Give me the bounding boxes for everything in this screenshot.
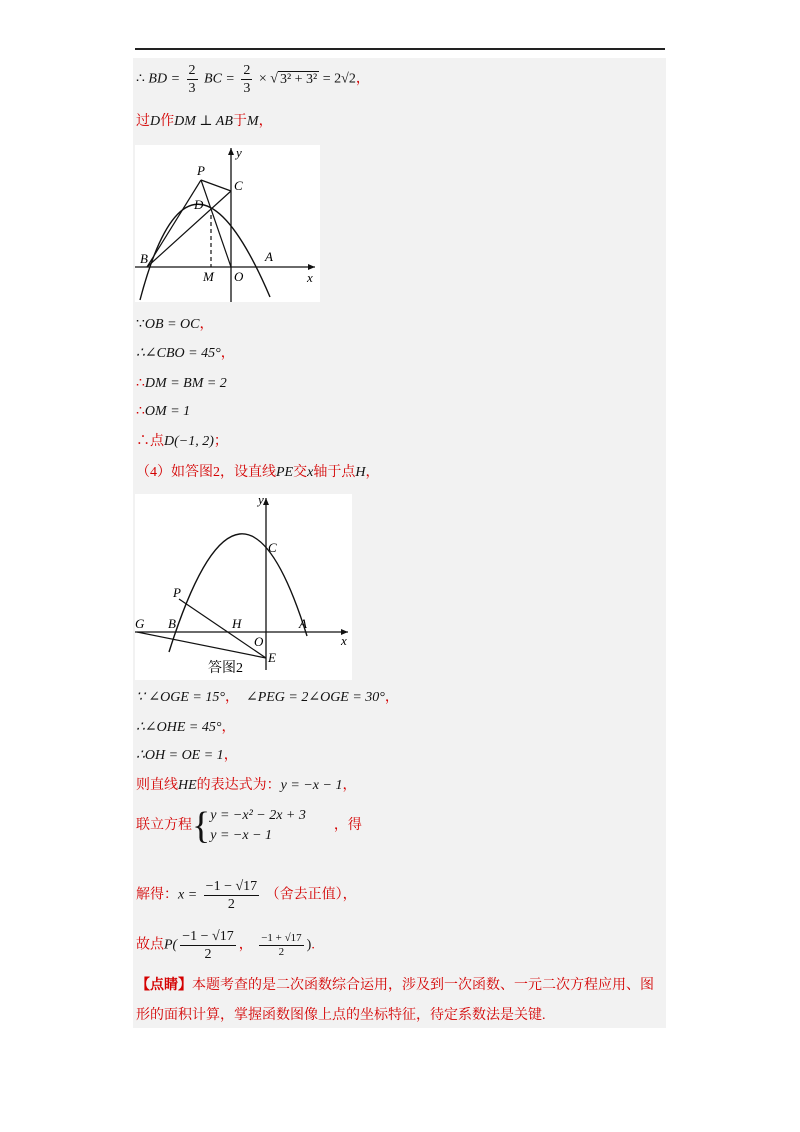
p-y-fraction: $\frac{-1 + √17}{2}$ — [261, 932, 302, 958]
segment-po — [201, 180, 231, 267]
two-thirds-fraction: $\frac{2}{3}$ — [188, 63, 196, 96]
label-a: A — [265, 249, 273, 264]
label-a: A — [299, 616, 307, 631]
label-b: B — [168, 616, 176, 631]
part-4-setup: （4）如答图2，设直线PE交x轴于点H， — [136, 465, 380, 480]
point-d: ∴点D(−1, 2)； — [136, 434, 228, 449]
header-rule — [135, 48, 665, 50]
label-o: O — [254, 634, 264, 649]
angle-given: ∵ ∠OGE = 15°， ∠PEG = 2∠OGE = 30°， — [136, 690, 399, 705]
therefore-symbol: ∴ — [136, 71, 145, 87]
label-p: P — [197, 163, 205, 178]
angle-cbo: ∴∠CBO = 45°， — [136, 346, 235, 361]
y-axis-arrow — [228, 148, 234, 155]
bd-equation: ∴ BD = $\frac{2}{3}$ BC = $\frac{2}{3}$ × √ 3² + 3² = 2√2， — [136, 63, 370, 96]
point-p-result: 故点P( $\frac{-1 - √17}{2}$ ， $\frac{-1 + √17}{2}$ ). — [136, 929, 315, 962]
label-d: D — [194, 197, 204, 212]
bd-lhs: BD = — [148, 71, 181, 87]
sqrt-radicand: 3² + 3² — [279, 71, 318, 87]
label-c: C — [268, 540, 277, 555]
label-h: H — [232, 616, 242, 631]
ob-equals-oc: ∵OB = OC， — [136, 317, 214, 332]
label-b: B — [140, 251, 148, 266]
key-point-note: 【点睛】本题考查的是二次函数综合运用，涉及到一次函数、一元二次方程应用、图 — [136, 978, 654, 993]
figure-1-graph — [135, 145, 320, 302]
key-point-note-cont: 形的面积计算，掌握函数图像上点的坐标特征，待定系数法是关键. — [136, 1008, 546, 1023]
segment-pc — [201, 180, 231, 191]
line-he-expression: 则直线HE的表达式为：y = −x − 1， — [136, 778, 357, 793]
segment-bp — [147, 180, 201, 267]
om-equals-1: ∴OM = 1 — [136, 404, 191, 419]
bd-result: = 2√2 — [322, 71, 356, 87]
oh-equals-oe: ∴OH = OE = 1， — [136, 748, 238, 763]
y-axis-arrow — [263, 498, 269, 505]
solution-x: 解得：x = $\frac{-1 - √17}{2}$ （舍去正值）， — [136, 879, 357, 912]
label-e: E — [268, 650, 276, 665]
angle-ohe: ∴∠OHE = 45°， — [136, 720, 236, 735]
label-x: x — [307, 270, 313, 285]
construction-step: 过D作DM ⊥ AB于M， — [136, 114, 273, 129]
x-fraction: $\frac{-1 - √17}{2}$ — [205, 879, 258, 912]
parabola — [140, 204, 270, 300]
label-y: y — [258, 494, 264, 507]
dm-equals-bm: ∴DM = BM = 2 — [136, 376, 227, 391]
label-g: G — [135, 616, 145, 631]
label-o: O — [234, 269, 244, 284]
label-x: x — [341, 633, 347, 648]
figure-2-graph — [135, 494, 352, 680]
equation-system: 联立方程{ y = −x² − 2x + 3 y = −x − 1 ，得 — [136, 805, 362, 847]
figure-2 — [135, 494, 352, 680]
bc-term: BC = — [204, 71, 235, 87]
label-y: y — [236, 145, 242, 160]
two-thirds-fraction-2: $\frac{2}{3}$ — [243, 63, 251, 96]
parabola — [169, 534, 307, 652]
figure-2-caption: 答图2 — [208, 661, 243, 676]
figure-1 — [135, 145, 320, 302]
p-x-fraction: $\frac{-1 - √17}{2}$ — [182, 929, 234, 962]
label-m: M — [203, 269, 214, 284]
label-p: P — [173, 585, 181, 600]
label-c: C — [234, 178, 243, 193]
